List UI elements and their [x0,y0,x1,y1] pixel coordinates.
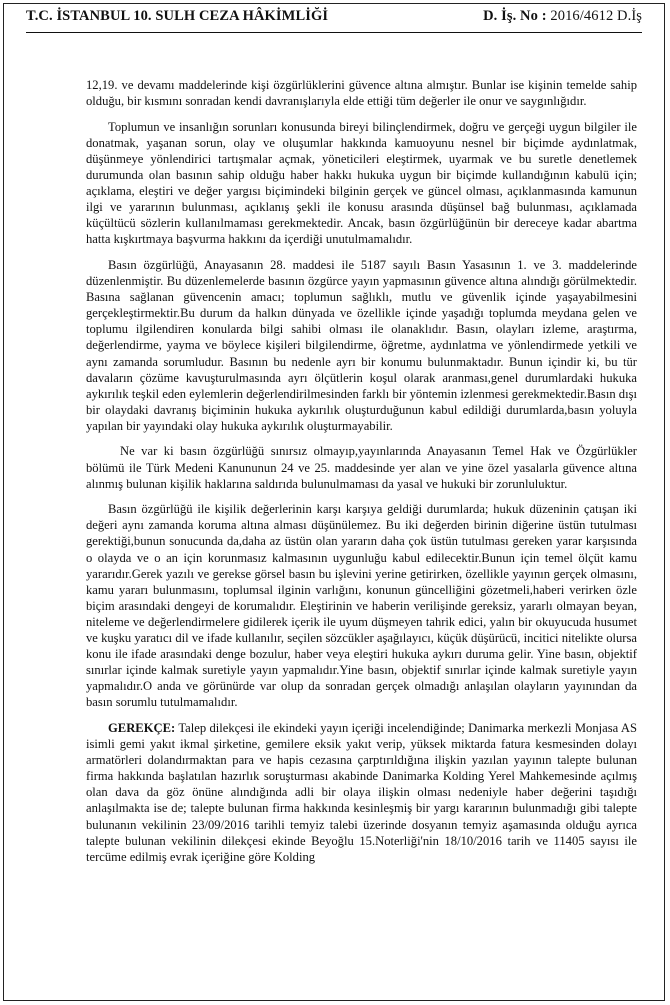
paragraph: Ne var ki basın özgürlüğü sınırsız olmayıp,yayınlarında Anayasanın Temel Hak ve Özgürlükler bölümü ile Türk Medeni Kanununun 24 ve 25. maddesinde yer alan ve yine özel yasalarla güvence altına alınmış bulunan kişilik haklarına saldırıda bulunulmaması da yasal ve hukuki bir zorunluluktur. [86,444,637,491]
document-body [86,77,637,997]
court-name: T.C. İSTANBUL 10. SULH CEZA HÂKİMLİĞİ [26,8,329,24]
gerekce-text: Talep dilekçesi ile ekindeki yayın içeriği incelendiğinde; Danimarka merkezli Monjasa AS isimli gemi yakıt ikmal şirketine, gemilere eksik yakıt verip, yüksek miktarda fatura kesmesinden dolayı armatörleri dolandırmaktan para ve hapis cezasına çarptırıldığına ilişkin yazılan yayının talepte bulunan firma hakkında başlatılan hazırlık soruşturması akabinde Danimarka Kolding Yerel Mahkemesinde açılmış olan dava da göz önüne alındığında adli bir olaya ilişkin olması nedeniyle haber değerini taşıdığı anlaşılmakta ise de; talepte bulunan firma hakkında kesinleşmiş bir yargı kararının bulunmadığı gibi talepte bulunanın vekilinin 23/09/2016 tarihli temyiz talebi üzerinde dosyanın temyiz aşamasında olduğu ayrıca talepte bulunan vekilinin dilekçesi ekinde Beyoğlu 15.Noterliği'nin 18/10/2016 tarih ve 11405 sayısı ile tercüme edilmiş evrak içeriğine göre Kolding [86,720,637,864]
paragraph: 12,19. ve devamı maddelerinde kişi özgürlüklerini güvence altına almıştır. Bunlar ise kişinin temelde sahip olduğu, bir kısmını sonradan kendi davranışlarıyla elde ettiği tüm değerler ile onur ve saygınlığıdır. [86,78,637,109]
paragraph: Toplumun ve insanlığın sorunları konusunda bireyi bilinçlendirmek, doğru ve gerçeği uygun bilgiler ile donatmak, yaşanan sorun, olay ve oluşumlar hakkında kamuoyunu nesnel bir biçimde aydınlatmak, düşünmeye yönlendirici tartışmalar açmak, yöneticileri eleştirmek, uyarmak ve bu suretle denetlemek durumunda olan basının sahip olduğu haber hakkı hukuka uygun bir biçimde kullandığının kabulü için; açıklama, eleştiri ve değer yargısı biçimindeki bilginin gerçek ve güncel olması, açıklanmasında kamunun ilgi ve yararının bulunması, açıklanış şekli ile konusu arasında düşünsel bağ bulunması, açıklamada küçültücü sözlerin kullanılmaması gerekmektedir. Ancak, basın özgürlüğünün bir dereceye kadar abartma hatta kışkırtmaya başvurma hakkını da içerdiği unutulmamalıdır. [86,119,637,247]
file-number-label: D. İş. No : [483,8,547,24]
header-rule [26,32,642,33]
file-number-value: 2016/4612 D.İş [550,8,642,24]
document-header [26,8,642,30]
paragraph: Basın özgürlüğü, Anayasanın 28. maddesi ile 5187 sayılı Basın Yasasının 1. ve 3. maddelerinde düzenlenmiştir. Bu düzenlemelerde basının özgürce yayın yapmasının güvence altına alındığı görülmektedir. Basına sağlanan güvencenin amacı; toplumun sağlıklı, mutlu ve güvenlik içinde yaşayabilmesini gerçekleştirmektir.Bu durum da halkın dünyada ve özellikle içinde yaşadığı toplumda meydana gelen ve toplumu ilgilendiren konularda bilgi sahibi olması ile olanaklıdır. Basın, olayları izleme, araştırma, değerlendirme, yayma ve böylece kişileri bilgilendirme, öğretme, aydınlatma ve yönlendirmede yetkili ve aynı zamanda sorumludur. Basının bu nedenle ayrı bir konumu bulunmaktadır. Bunun içindir ki, bu tür davaların çözüme kavuşturulmasında ayrı ölçütlerin koşul olarak aranması,genel durumlardaki hukuka aykırılık teşkil eden eylemlerin değerlendirilmesinden farklı bir yöntemin izlenmesi gerekmektedir.Basın dışı bir olaydaki davranış biçiminin hukuka aykırılık oluşturduğunun kabul edildiği durumlarda,basın yoluyla yapılan bir yayındaki olay hukuka aykırılık oluşturmayabilir. [86,257,637,433]
gerekce-paragraph [86,720,637,865]
gerekce-label: GEREKÇE: [108,720,176,735]
paragraph: Basın özgürlüğü ile kişilik değerlerinin karşı karşıya geldiği durumlarda; hukuk düzeninin çatışan iki değeri aynı zamanda koruma altına alması düşünülemez. Bu iki değerden birinin diğerine üstün tutulması gerektiği,bunun sonucunda da,daha az üstün olan yararın daha çok üstün tutulması gereken yarar karşısında o olayda ve o an için korunmasız kalmasının uygunluğu kabul edilecektir.Bunun için temel ölçüt kamu yararıdır.Gerek yazılı ve gerekse görsel basın bu işlevini yerine getirirken, özellikle yayının gerçek olmasını, kamu yararı bulunmasını, toplumsal ilginin varlığını, konunun güncelliğini gözetmeli,haberi verirken özle biçim arasındaki dengeyi de korumalıdır. Eleştirinin ve haberin verilişinde gereksiz, yararlı olmayan beyan, niteleme ve değerlendirmelere gidilerek içerik ile uyum düşmeyen tahrik edici, yalın bir okuyucuda husumet ve kuşku yaratıcı dil ve ifade kullanılır, seçilen sözcükler aşağılayıcı, küçük düşürücü, incitici nitelikte olursa konu ile ifade arasındaki denge bozulur, haber veya eleştiri hukuka aykırı duruma gelir. Yine basın, objektif sınırlar içinde kalmak suretiyle yayın yapmalıdır.Yine basın, objektif sınırlar içinde kalmak suretiyle yayın yapmalıdır.O anda ve görünürde var olup da sonradan gerçek olmadığı anlaşılan olayların yayınından da basın sorumlu tutulmamalıdır. [86,502,637,710]
file-number [483,8,642,25]
